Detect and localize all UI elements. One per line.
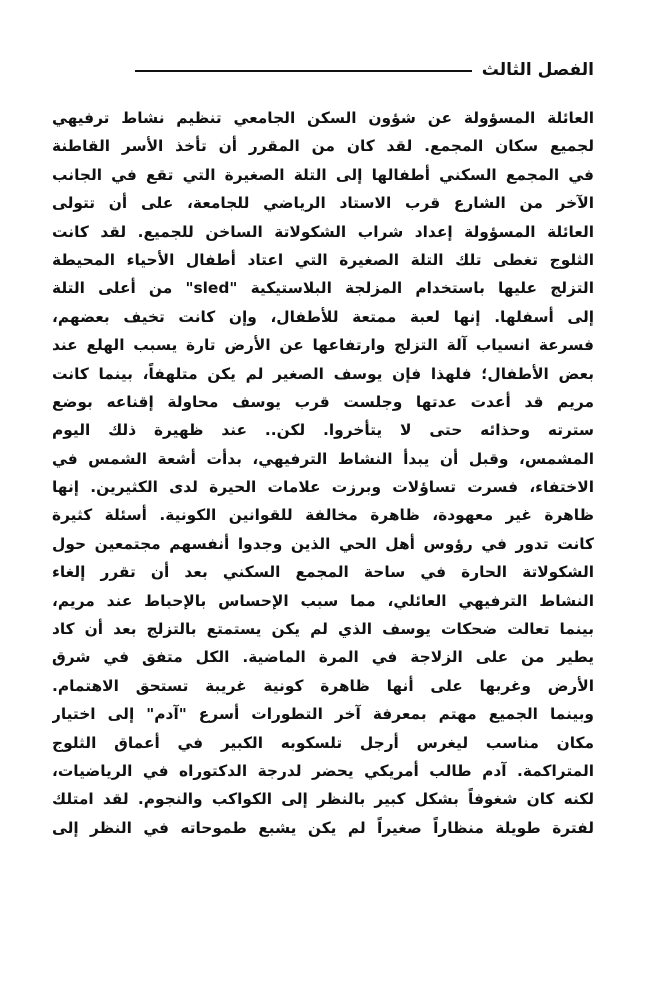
text-line: إلى أسفلها. إنها لعبة ممتعة للأطفال، وإن كانت تخيف بعضهم، [52, 307, 594, 326]
text-line: مريم قد أعدت عدتها وجلست قرب يوسف محاولة إقناعه بوضع [52, 392, 594, 411]
text-line: بعض الأطفال؛ فلهذا فإن يوسف الصغير لم يكن متلهفاً، بينما كانت [52, 364, 594, 383]
running-header [135, 52, 594, 88]
text-line: في المجمع السكني أطفالها إلى التلة الصغيرة التي تقع في الجانب [52, 165, 594, 184]
text-line: وبينما الجميع مهتم بمعرفة آخر التطورات أسرع "آدم" إلى اختيار [52, 705, 594, 724]
header-rule [135, 70, 472, 72]
text-line: يطير من على الزلاجة في المرة الماضية. الكل متفق في شرق [52, 648, 594, 667]
text-line: الاختفاء، فسرت تساؤلات وبرزت علامات الحيرة لدى الكثيرين. إنها [52, 478, 594, 497]
text-line: المشمس، وقبل أن يبدأ النشاط الترفيهي، بدأت أشعة الشمس في [52, 449, 594, 468]
text-line: كانت تدور في رؤوس أهل الحي الذين وجدوا أنفسهم مجتمعين حول [52, 534, 594, 553]
text-line: سترته وحذائه حتى لا يتأخروا. لكن.. عند ظهيرة ذلك اليوم [52, 421, 594, 440]
chapter-title: الفصل الثالث [481, 60, 594, 80]
text-line: الآخر من الشارع قرب الاستاد الرياضي للجامعة، على أن تتولى [52, 194, 594, 213]
text-line: مكان مناسب ليغرس أرجل تلسكوبه الكبير في أعماق الثلوج [52, 733, 594, 752]
text-line: الأرض وغربها على أنها ظاهرة كونية غريبة تستحق الاهتمام. [52, 676, 594, 695]
text-line: الشكولاتة الحارة في ساحة المجمع السكني بعد أن تقرر إلغاء [52, 563, 594, 582]
text-line: فسرعة انسياب آلة التزلج وارتفاعها عن الأرض تارة يسبب الهلع عند [52, 336, 594, 355]
text-line: المتراكمة. آدم طالب أمريكي يحضر لدرجة الدكتوراه في الرياضيات، [52, 761, 594, 780]
text-line: الثلوج تغطى تلك التلة الصغيرة التي اعتاد أطفال الأحياء المحيطة [52, 250, 594, 269]
text-line: لفترة طويلة منظاراً صغيراً لم يكن يشبع طموحاته في النظر إلى [52, 818, 594, 837]
text-line: بينما تعالت ضحكات يوسف الذي لم يكن يستمتع بالتزلج بعد أن كاد [52, 620, 594, 639]
text-line: العائلة المسؤولة عن شؤون السكن الجامعي تنظيم نشاط ترفيهي [52, 109, 594, 127]
text-line: لكنه كان شغوفاً بشكل كبير بالنظر إلى الكواكب والنجوم. لقد امتلك [52, 790, 594, 809]
text-line: لجميع سكان المجمع. لقد كان من المقرر أن تأخذ الأسر القاطنة [52, 137, 594, 156]
text-line: العائلة المسؤولة إعداد شراب الشكولاتة الساخن للجميع. لقد كانت [52, 222, 594, 241]
text-line: النشاط الترفيهي العائلي، مما سبب الإحساس بالإحباط عند مريم، [52, 591, 594, 610]
text-line: التزلج عليها باستخدام المزلجة البلاستيكية "sled" من أعلى التلة [52, 279, 594, 298]
text-line: ظاهرة غير معهودة، ظاهرة مخالفة للقوانين الكونية. أسئلة كثيرة [52, 506, 594, 525]
body-text [52, 104, 594, 842]
